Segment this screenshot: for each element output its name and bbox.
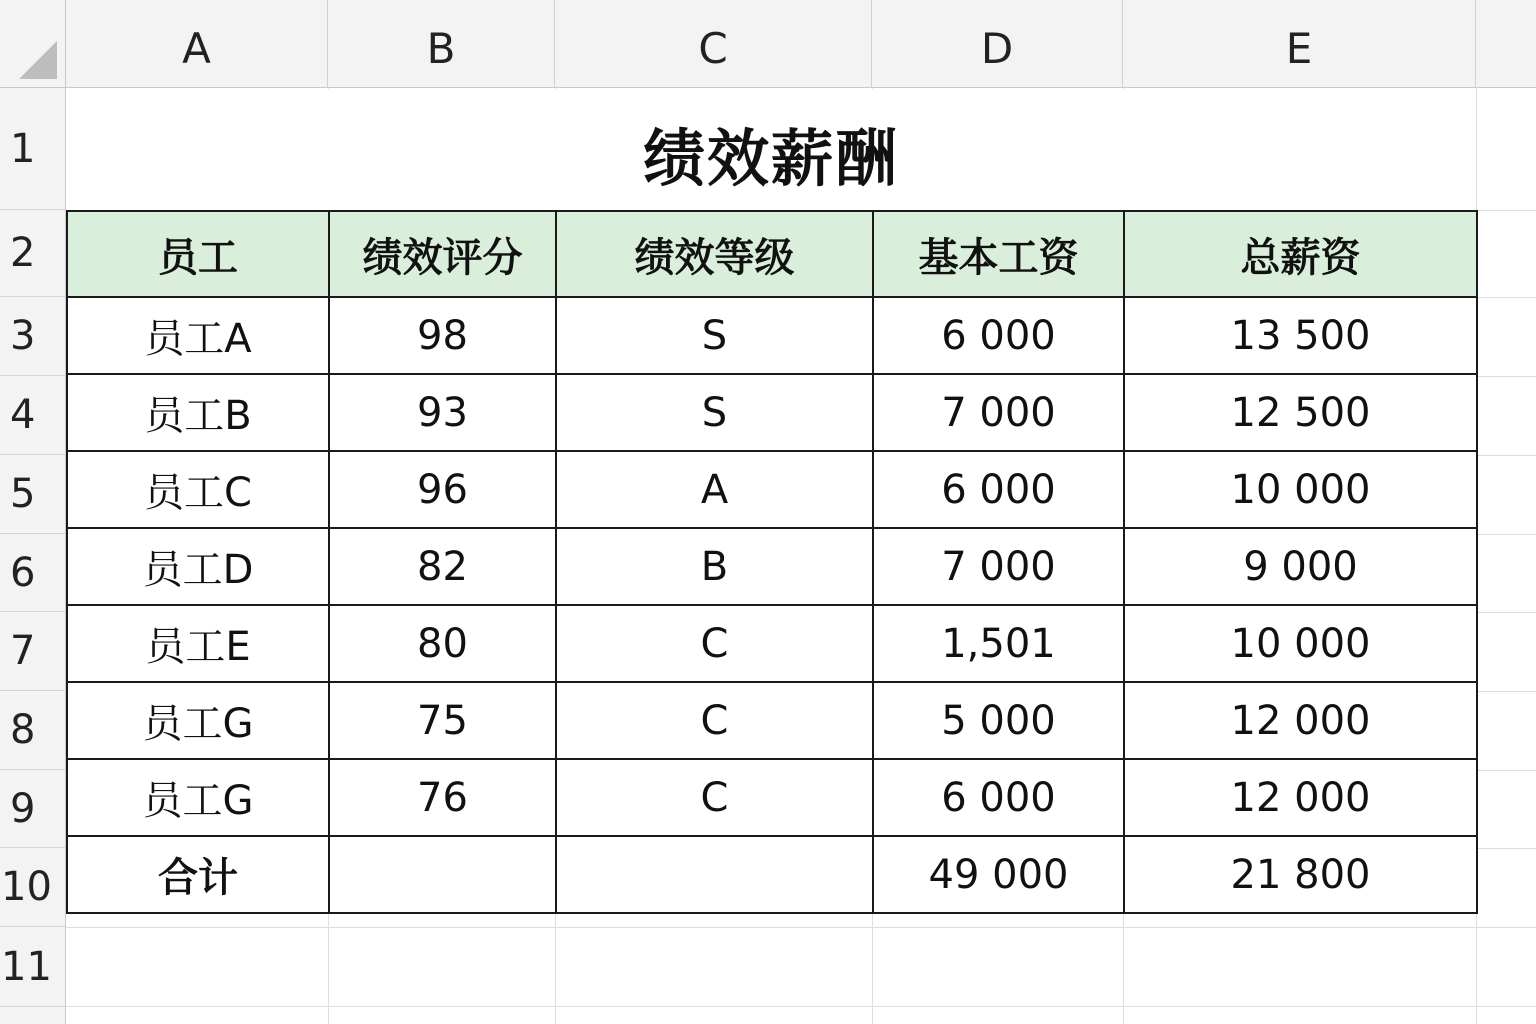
column-header-d[interactable]: D [872, 0, 1123, 88]
cell-score[interactable]: 76 [329, 759, 556, 836]
row-header-7[interactable]: 7 [0, 612, 66, 691]
sheet-title[interactable]: 绩效薪酬 [67, 89, 1475, 210]
row-header-1[interactable]: 1 [0, 88, 66, 210]
cell-base-salary[interactable]: 6 000 [873, 451, 1124, 528]
cell-total-label[interactable]: 合计 [67, 836, 329, 913]
row-header-3[interactable]: 3 [0, 297, 66, 376]
cell-total-salary[interactable]: 10 000 [1124, 605, 1477, 682]
row-header-10[interactable]: 10 [0, 848, 66, 927]
select-all-button[interactable] [0, 0, 66, 88]
table-row [67, 759, 1477, 836]
cell-score[interactable]: 98 [329, 297, 556, 374]
column-header-c[interactable]: C [555, 0, 872, 88]
row-header-5[interactable]: 5 [0, 455, 66, 534]
column-header-b[interactable]: B [328, 0, 555, 88]
cell-score[interactable]: 75 [329, 682, 556, 759]
column-header-f[interactable] [1476, 0, 1536, 88]
cell-employee[interactable]: 员工G [67, 759, 329, 836]
table-row [67, 297, 1477, 374]
cell-grade[interactable]: S [556, 374, 873, 451]
table-row [67, 605, 1477, 682]
gridline [66, 927, 1536, 928]
cell-employee[interactable]: 员工A [67, 297, 329, 374]
row-header-9[interactable]: 9 [0, 770, 66, 848]
row-header-8[interactable]: 8 [0, 691, 66, 770]
row-header-4[interactable]: 4 [0, 376, 66, 455]
cell-grade[interactable]: S [556, 297, 873, 374]
cell-total-salary[interactable]: 12 500 [1124, 374, 1477, 451]
row-header-12[interactable] [0, 1007, 66, 1024]
column-header-a[interactable]: A [66, 0, 328, 88]
cell-score[interactable]: 82 [329, 528, 556, 605]
cell-employee[interactable]: 员工E [67, 605, 329, 682]
table-row [67, 682, 1477, 759]
header-cell-grade[interactable]: 绩效等级 [556, 211, 873, 297]
cell-base-salary[interactable]: 5 000 [873, 682, 1124, 759]
header-cell-employee[interactable]: 员工 [67, 211, 329, 297]
cell-total-salary-sum[interactable]: 21 800 [1124, 836, 1477, 913]
cell-base-salary[interactable]: 6 000 [873, 297, 1124, 374]
header-cell-base-salary[interactable]: 基本工资 [873, 211, 1124, 297]
cell-base-salary[interactable]: 6 000 [873, 759, 1124, 836]
total-row [67, 836, 1477, 913]
cell-employee[interactable]: 员工G [67, 682, 329, 759]
cell-grade[interactable]: C [556, 759, 873, 836]
table-row [67, 374, 1477, 451]
cell-score[interactable]: 96 [329, 451, 556, 528]
cell-employee[interactable]: 员工B [67, 374, 329, 451]
cell-base-salary[interactable]: 7 000 [873, 528, 1124, 605]
table-row [67, 528, 1477, 605]
cell-score[interactable]: 93 [329, 374, 556, 451]
header-row [67, 211, 1477, 297]
cell-empty[interactable] [329, 836, 556, 913]
row-header-2[interactable]: 2 [0, 210, 66, 297]
cell-grade[interactable]: C [556, 605, 873, 682]
table-row [67, 451, 1477, 528]
row-header-6[interactable]: 6 [0, 534, 66, 612]
cell-grade[interactable]: B [556, 528, 873, 605]
cell-base-salary[interactable]: 1,501 [873, 605, 1124, 682]
cell-employee[interactable]: 员工C [67, 451, 329, 528]
cell-base-salary[interactable]: 7 000 [873, 374, 1124, 451]
cell-employee[interactable]: 员工D [67, 528, 329, 605]
column-header-e[interactable]: E [1123, 0, 1476, 88]
row-header-11[interactable]: 11 [0, 927, 66, 1007]
cell-total-salary[interactable]: 12 000 [1124, 759, 1477, 836]
header-cell-score[interactable]: 绩效评分 [329, 211, 556, 297]
cell-total-salary[interactable]: 10 000 [1124, 451, 1477, 528]
header-cell-total-salary[interactable]: 总薪资 [1124, 211, 1477, 297]
cell-total-salary[interactable]: 13 500 [1124, 297, 1477, 374]
cell-total-base-salary[interactable]: 49 000 [873, 836, 1124, 913]
cell-grade[interactable]: C [556, 682, 873, 759]
select-all-triangle-icon [19, 41, 57, 79]
cell-score[interactable]: 80 [329, 605, 556, 682]
cell-grade[interactable]: A [556, 451, 873, 528]
gridline [66, 1006, 1536, 1007]
cell-empty[interactable] [556, 836, 873, 913]
salary-table [66, 210, 1478, 914]
cell-total-salary[interactable]: 12 000 [1124, 682, 1477, 759]
cell-total-salary[interactable]: 9 000 [1124, 528, 1477, 605]
